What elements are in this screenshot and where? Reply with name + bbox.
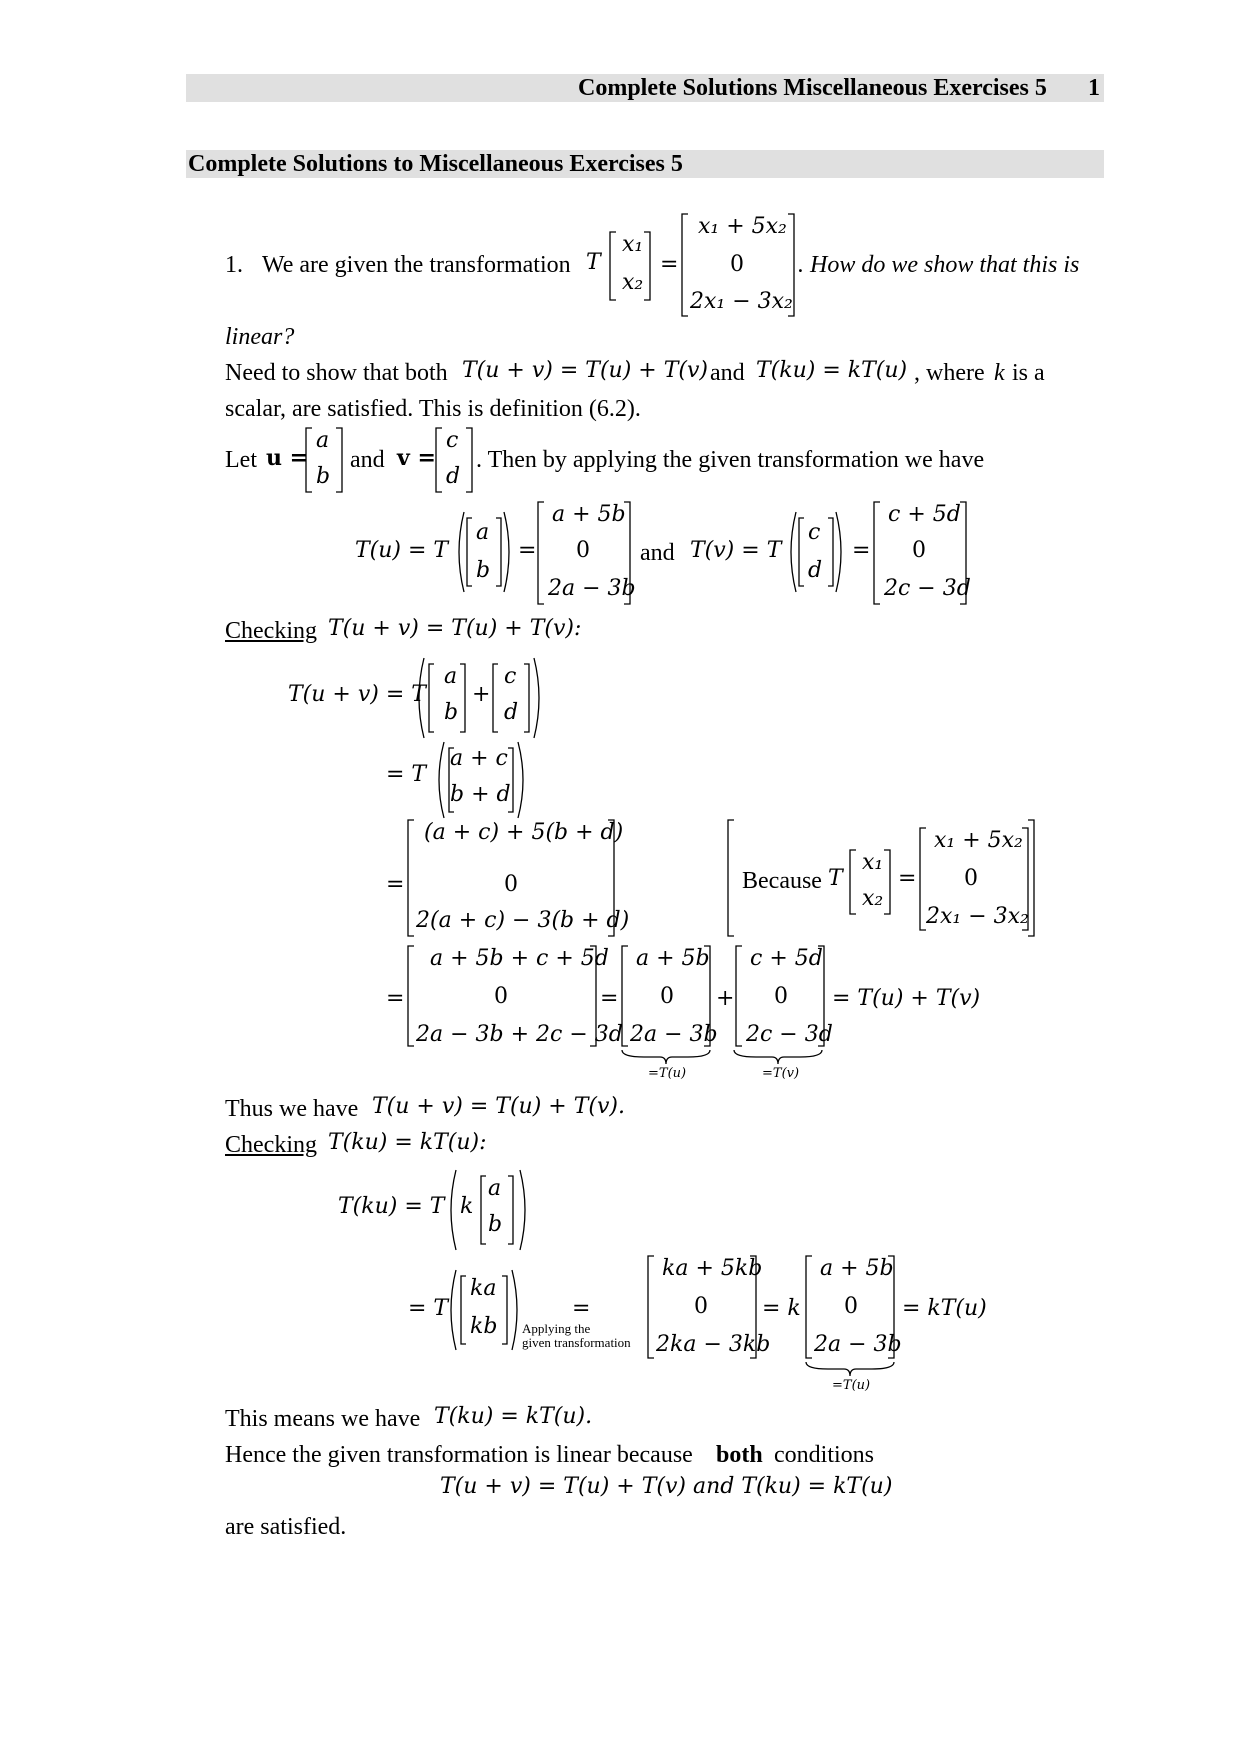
r3: 2x₁ − 3x₂ (690, 289, 793, 314)
hence-text-2: conditions (774, 1442, 874, 1468)
u-a: a (316, 428, 330, 453)
split-v-r1: c + 5d (750, 946, 823, 971)
Tuv-c: c (504, 664, 517, 689)
scal-u-r2: 0 (844, 1294, 858, 1319)
Tv-r3: 2c − 3d (884, 576, 971, 601)
section-title: Complete Solutions to Miscellaneous Exercises 5 (188, 151, 683, 177)
Tuv-d: d (504, 700, 519, 725)
result-sum: = T(u) + T(v) (832, 986, 981, 1011)
checking2-expr: T(ku) = kT(u): (328, 1130, 487, 1155)
Tku-k: k (460, 1194, 474, 1219)
x1-label: x₁ (622, 232, 644, 257)
r2: 0 (730, 252, 744, 277)
need-text-4: scalar, are satisfied. This is definition (6.2). (225, 396, 641, 422)
Tv-eq: = (852, 538, 871, 563)
and-2: and (350, 447, 385, 473)
checking2-label: Checking (225, 1132, 317, 1158)
thus-text: Thus we have (225, 1096, 359, 1122)
under-u: =T(u) (648, 1066, 687, 1081)
equals-sign: = (660, 252, 679, 277)
sum-eqT: = T (386, 762, 427, 787)
need-text-3: is a (1012, 360, 1045, 386)
applying-1: Applying the (522, 1321, 591, 1336)
v-c: c (446, 428, 459, 453)
u-eq: u = (266, 445, 309, 471)
k-var: k (994, 360, 1005, 386)
question-linear: linear? (225, 324, 295, 350)
because-x2: x₂ (862, 886, 884, 911)
Tu-b: b (476, 558, 491, 583)
u-b: b (316, 464, 331, 489)
x2-label: x₂ (622, 270, 644, 295)
Tv-d: d (808, 558, 823, 583)
checking1-expr: T(u + v) = T(u) + T(v): (328, 616, 582, 641)
header-title: Complete Solutions Miscellaneous Exercises 5 (578, 75, 1047, 101)
Tv-lhs: T(v) = T (690, 538, 782, 563)
T-symbol: T (586, 250, 601, 275)
then-text: . Then by applying the given transformation we have (476, 447, 985, 473)
tot-eq2: = (600, 986, 619, 1011)
exp-r1: (a + c) + 5(b + d) (424, 820, 624, 845)
v-eq: v = (397, 445, 436, 471)
because-eq: = (898, 866, 917, 891)
tot-eq: = (386, 986, 405, 1011)
because-text: Because (742, 868, 822, 894)
because-r2: 0 (964, 866, 978, 891)
Tuv-plus: + (472, 682, 491, 707)
page-number: 1 (1088, 75, 1100, 101)
because-x1: x₁ (862, 850, 884, 875)
kab-ka: ka (470, 1276, 497, 1301)
hence-both: both (716, 1442, 763, 1468)
Tu-r3: 2a − 3b (548, 576, 636, 601)
cond-add: T(u + v) = T(u) + T(v) (462, 358, 708, 383)
kab-eqT: = T (408, 1296, 449, 1321)
because-r3: 2x₁ − 3x₂ (926, 904, 1029, 929)
need-text-1: Need to show that both (225, 360, 448, 386)
because-r1: x₁ + 5x₂ (934, 828, 1023, 853)
question: . How do we show that this is (798, 252, 1080, 278)
Tku-b: b (488, 1212, 503, 1237)
Tuv-a: a (444, 664, 458, 689)
exp-r2: 0 (504, 872, 518, 897)
Tku-a: a (488, 1176, 502, 1201)
because-T: T (828, 866, 843, 891)
eq-k: = k (762, 1296, 801, 1321)
split-u-r2: 0 (660, 984, 674, 1009)
tot-r1: a + 5b + c + 5d (430, 946, 609, 971)
kapp-r3: 2ka − 3kb (656, 1332, 771, 1357)
Tu-r2: 0 (576, 538, 590, 563)
scal-u-r3: 2a − 3b (814, 1332, 902, 1357)
scal-u-r1: a + 5b (820, 1256, 894, 1281)
Tv-c: c (808, 520, 821, 545)
exp-r3: 2(a + c) − 3(b + d) (416, 908, 630, 933)
cond-scal: T(ku) = kT(u) (756, 358, 908, 383)
under-v: =T(v) (762, 1066, 800, 1081)
Tu-lhs: T(u) = T (355, 538, 449, 563)
applying-2: given transformation (522, 1335, 631, 1350)
Tuv-b: b (444, 700, 459, 725)
sum-r2: b + d (450, 782, 511, 807)
let-text: Let (225, 447, 257, 473)
split-v-r2: 0 (774, 984, 788, 1009)
Tu-r1: a + 5b (552, 502, 626, 527)
kapp-r1: ka + 5kb (662, 1256, 763, 1281)
and-1: and (710, 360, 745, 386)
need-text-2: , where (914, 360, 985, 386)
underbraces-1 (620, 1050, 828, 1066)
kab-kb: kb (470, 1314, 498, 1339)
sum-r1: a + c (450, 746, 508, 771)
thus-expr: T(u + v) = T(u) + T(v). (372, 1094, 625, 1119)
Tv-r2: 0 (912, 538, 926, 563)
hence-text-1: Hence the given transformation is linear because (225, 1442, 693, 1468)
final-expr: T(u + v) = T(u) + T(v) and T(ku) = kT(u) (440, 1474, 893, 1499)
Tu-eq: = (518, 538, 537, 563)
tot-r2: 0 (494, 984, 508, 1009)
Tuv-lhs: T(u + v) = T (288, 682, 426, 707)
v-d: d (446, 464, 461, 489)
Tv-r1: c + 5d (888, 502, 961, 527)
kapp-r2: 0 (694, 1294, 708, 1319)
under-u2: =T(u) (832, 1378, 871, 1393)
problem-number: 1. (225, 252, 243, 278)
split-plus: + (716, 986, 735, 1011)
result-scal: = kT(u) (902, 1296, 987, 1321)
Tku-lhs: T(ku) = T (338, 1194, 445, 1219)
r1: x₁ + 5x₂ (698, 214, 787, 239)
means-expr: T(ku) = kT(u). (434, 1404, 593, 1429)
Tu-a: a (476, 520, 490, 545)
exp-eq: = (386, 872, 405, 897)
split-u-r1: a + 5b (636, 946, 710, 971)
and-3: and (640, 540, 675, 566)
underbrace-2 (804, 1362, 898, 1378)
split-u-r3: 2a − 3b (630, 1022, 718, 1047)
tot-r3: 2a − 3b + 2c − 3d (416, 1022, 623, 1047)
satisfied-text: are satisfied. (225, 1514, 347, 1540)
means-text: This means we have (225, 1406, 421, 1432)
kab-eq: = (572, 1296, 591, 1321)
split-v-r3: 2c − 3d (746, 1022, 833, 1047)
checking1-label: Checking (225, 618, 317, 644)
problem-intro: We are given the transformation (262, 252, 571, 278)
